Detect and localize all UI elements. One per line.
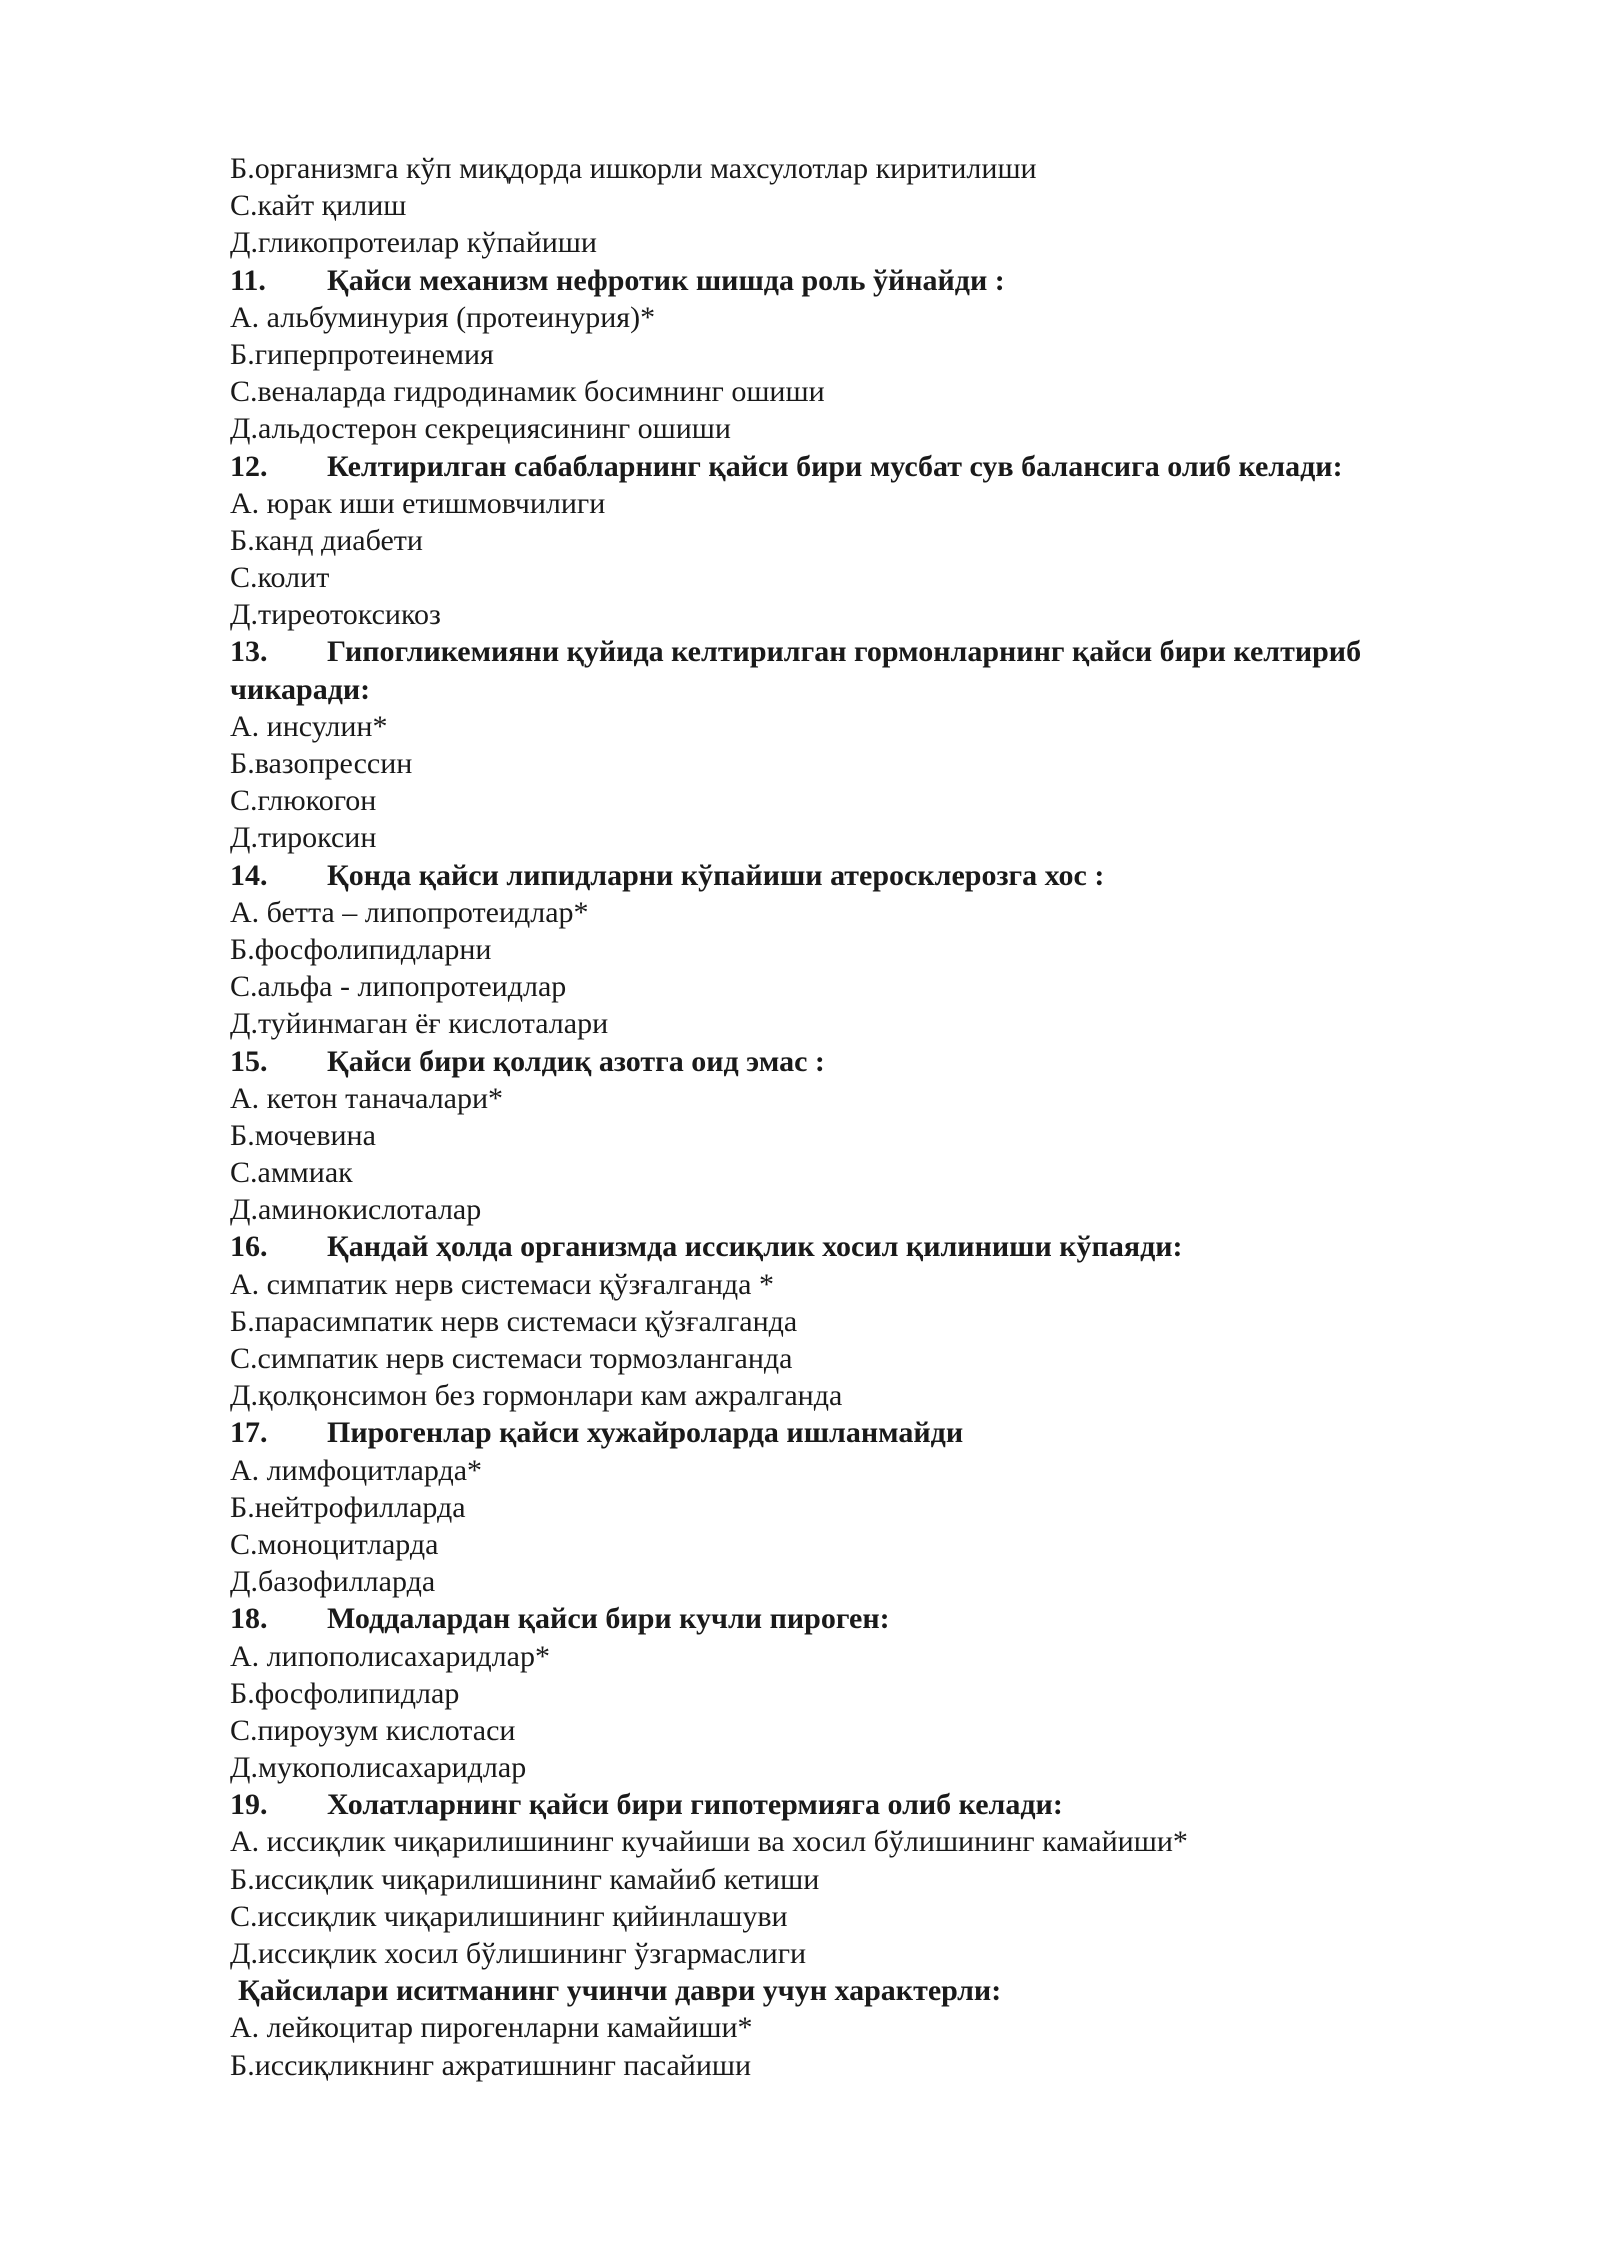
answer-option: А. лейкоцитар пирогенларни камайиши* — [230, 2011, 753, 2045]
answer-option: Б.парасимпатик нерв системаси қўзғалганда — [230, 1304, 798, 1338]
question-heading — [230, 1414, 1492, 1451]
question-text: Қандай ҳолда организмда иссиқлик хосил қилиниши кўпаяди: — [327, 1230, 1183, 1264]
answer-option: А. иссиқлик чиқарилишининг кучайиши ва хосил бўлишининг камайиши* — [230, 1825, 1188, 1859]
question-text: Қайси механизм нефротик шишда роль ўйнайди : — [327, 263, 1005, 297]
answer-option: Д.қолқонсимон без гормонлари кам ажралганда — [230, 1379, 843, 1413]
question-text: Моддалардан қайси бири кучли пироген: — [327, 1602, 890, 1636]
answer-option: Б.иссиқликнинг ажратишнинг пасайиши — [230, 2048, 752, 2082]
answer-option: А. инсулин* — [230, 709, 388, 743]
answer-option: А. липополисахаридлар* — [230, 1639, 550, 1673]
answer-option: А. юрак иши етишмовчилиги — [230, 486, 606, 520]
question-text: Қайсилари иситманинг учинчи даври учун характерли: — [238, 1974, 1002, 2008]
answer-option: С.глюкогон — [230, 784, 377, 818]
answer-option: С.колит — [230, 561, 330, 595]
answer-option: Д.туйинмаган ёғ кислоталари — [230, 1007, 609, 1041]
answer-option: Б.фосфолипидларни — [230, 932, 492, 966]
answer-option: С.симпатик нерв системаси тормозланганда — [230, 1342, 793, 1376]
answer-option: С.аммиак — [230, 1156, 353, 1190]
question-text: Гипогликемияни қуйида келтирилган гормонларнинг қайси бири келтириб чикаради: — [230, 635, 1362, 706]
answer-option: Д.мукополисахаридлар — [230, 1751, 527, 1785]
answer-option: А. симпатик нерв системаси қўзғалганда * — [230, 1267, 774, 1301]
answer-option: Д.иссиқлик хосил бўлишининг ўзгармаслиги — [230, 1937, 807, 1971]
question-number: 19. — [230, 1788, 268, 1822]
answer-option: Д.тироксин — [230, 821, 377, 855]
question-heading — [230, 448, 1492, 485]
question-heading — [230, 1972, 1492, 2009]
answer-option: Д.аминокислоталар — [230, 1193, 482, 1227]
answer-option: С.альфа - липопротеидлар — [230, 970, 567, 1004]
answer-option: А. лимфоцитларда* — [230, 1453, 483, 1487]
answer-option: А. бетта – липопротеидлар* — [230, 895, 589, 929]
answer-option: Б.вазопрессин — [230, 747, 413, 781]
answer-option: Б.гиперпротеинемия — [230, 337, 494, 371]
answer-option: Б.мочевина — [230, 1118, 376, 1152]
question-number: 18. — [230, 1602, 268, 1636]
answer-option: Д.гликопротеилар кўпайиши — [230, 226, 597, 260]
answer-option: С.кайт қилиш — [230, 189, 407, 223]
answer-option: Б.иссиқлик чиқарилишининг камайиб кетиши — [230, 1862, 820, 1896]
answer-option: Б.нейтрофилларда — [230, 1490, 466, 1524]
question-heading — [230, 633, 1492, 707]
answer-option: Б.канд диабети — [230, 523, 423, 557]
question-heading — [230, 1786, 1492, 1823]
question-number: 17. — [230, 1416, 268, 1450]
question-number: 15. — [230, 1044, 268, 1078]
question-number: 13. — [230, 635, 268, 669]
answer-option: А. кетон таначалари* — [230, 1081, 504, 1115]
question-text: Қайси бири қолдиқ азотга оид эмас : — [327, 1044, 825, 1078]
answer-option: Д.тиреотоксикоз — [230, 598, 441, 632]
question-number: 12. — [230, 449, 268, 483]
answer-option: С.моноцитларда — [230, 1527, 439, 1561]
document-page — [230, 150, 1492, 2084]
question-heading — [230, 857, 1492, 894]
question-heading — [230, 1043, 1492, 1080]
question-number: 14. — [230, 858, 268, 892]
answer-option: Б.организмга кўп миқдорда ишкорли махсулотлар киритилиши — [230, 152, 1037, 185]
question-number: 11. — [230, 263, 266, 297]
answer-option: С.веналарда гидродинамик босимнинг ошиши — [230, 375, 825, 409]
question-text: Қонда қайси липидларни кўпайиши атеросклерозга хос : — [327, 858, 1105, 892]
question-text: Пирогенлар қайси хужайроларда ишланмайди — [327, 1416, 964, 1450]
question-text: Холатларнинг қайси бири гипотермияга олиб келади: — [327, 1788, 1063, 1822]
question-heading — [230, 262, 1492, 299]
question-number: 16. — [230, 1230, 268, 1264]
answer-option: Д.альдостерон секрециясининг ошиши — [230, 412, 731, 446]
question-text: Келтирилган сабабларнинг қайси бири мусбат сув балансига олиб келади: — [327, 449, 1343, 483]
answer-option: А. альбуминурия (протеинурия)* — [230, 300, 656, 334]
question-heading — [230, 1228, 1492, 1265]
question-heading — [230, 1600, 1492, 1637]
answer-option: С.пироузум кислотаси — [230, 1713, 516, 1747]
answer-option: Д.базофилларда — [230, 1565, 436, 1599]
answer-option: С.иссиқлик чиқарилишининг қийинлашуви — [230, 1899, 788, 1933]
answer-option: Б.фосфолипидлар — [230, 1676, 460, 1710]
